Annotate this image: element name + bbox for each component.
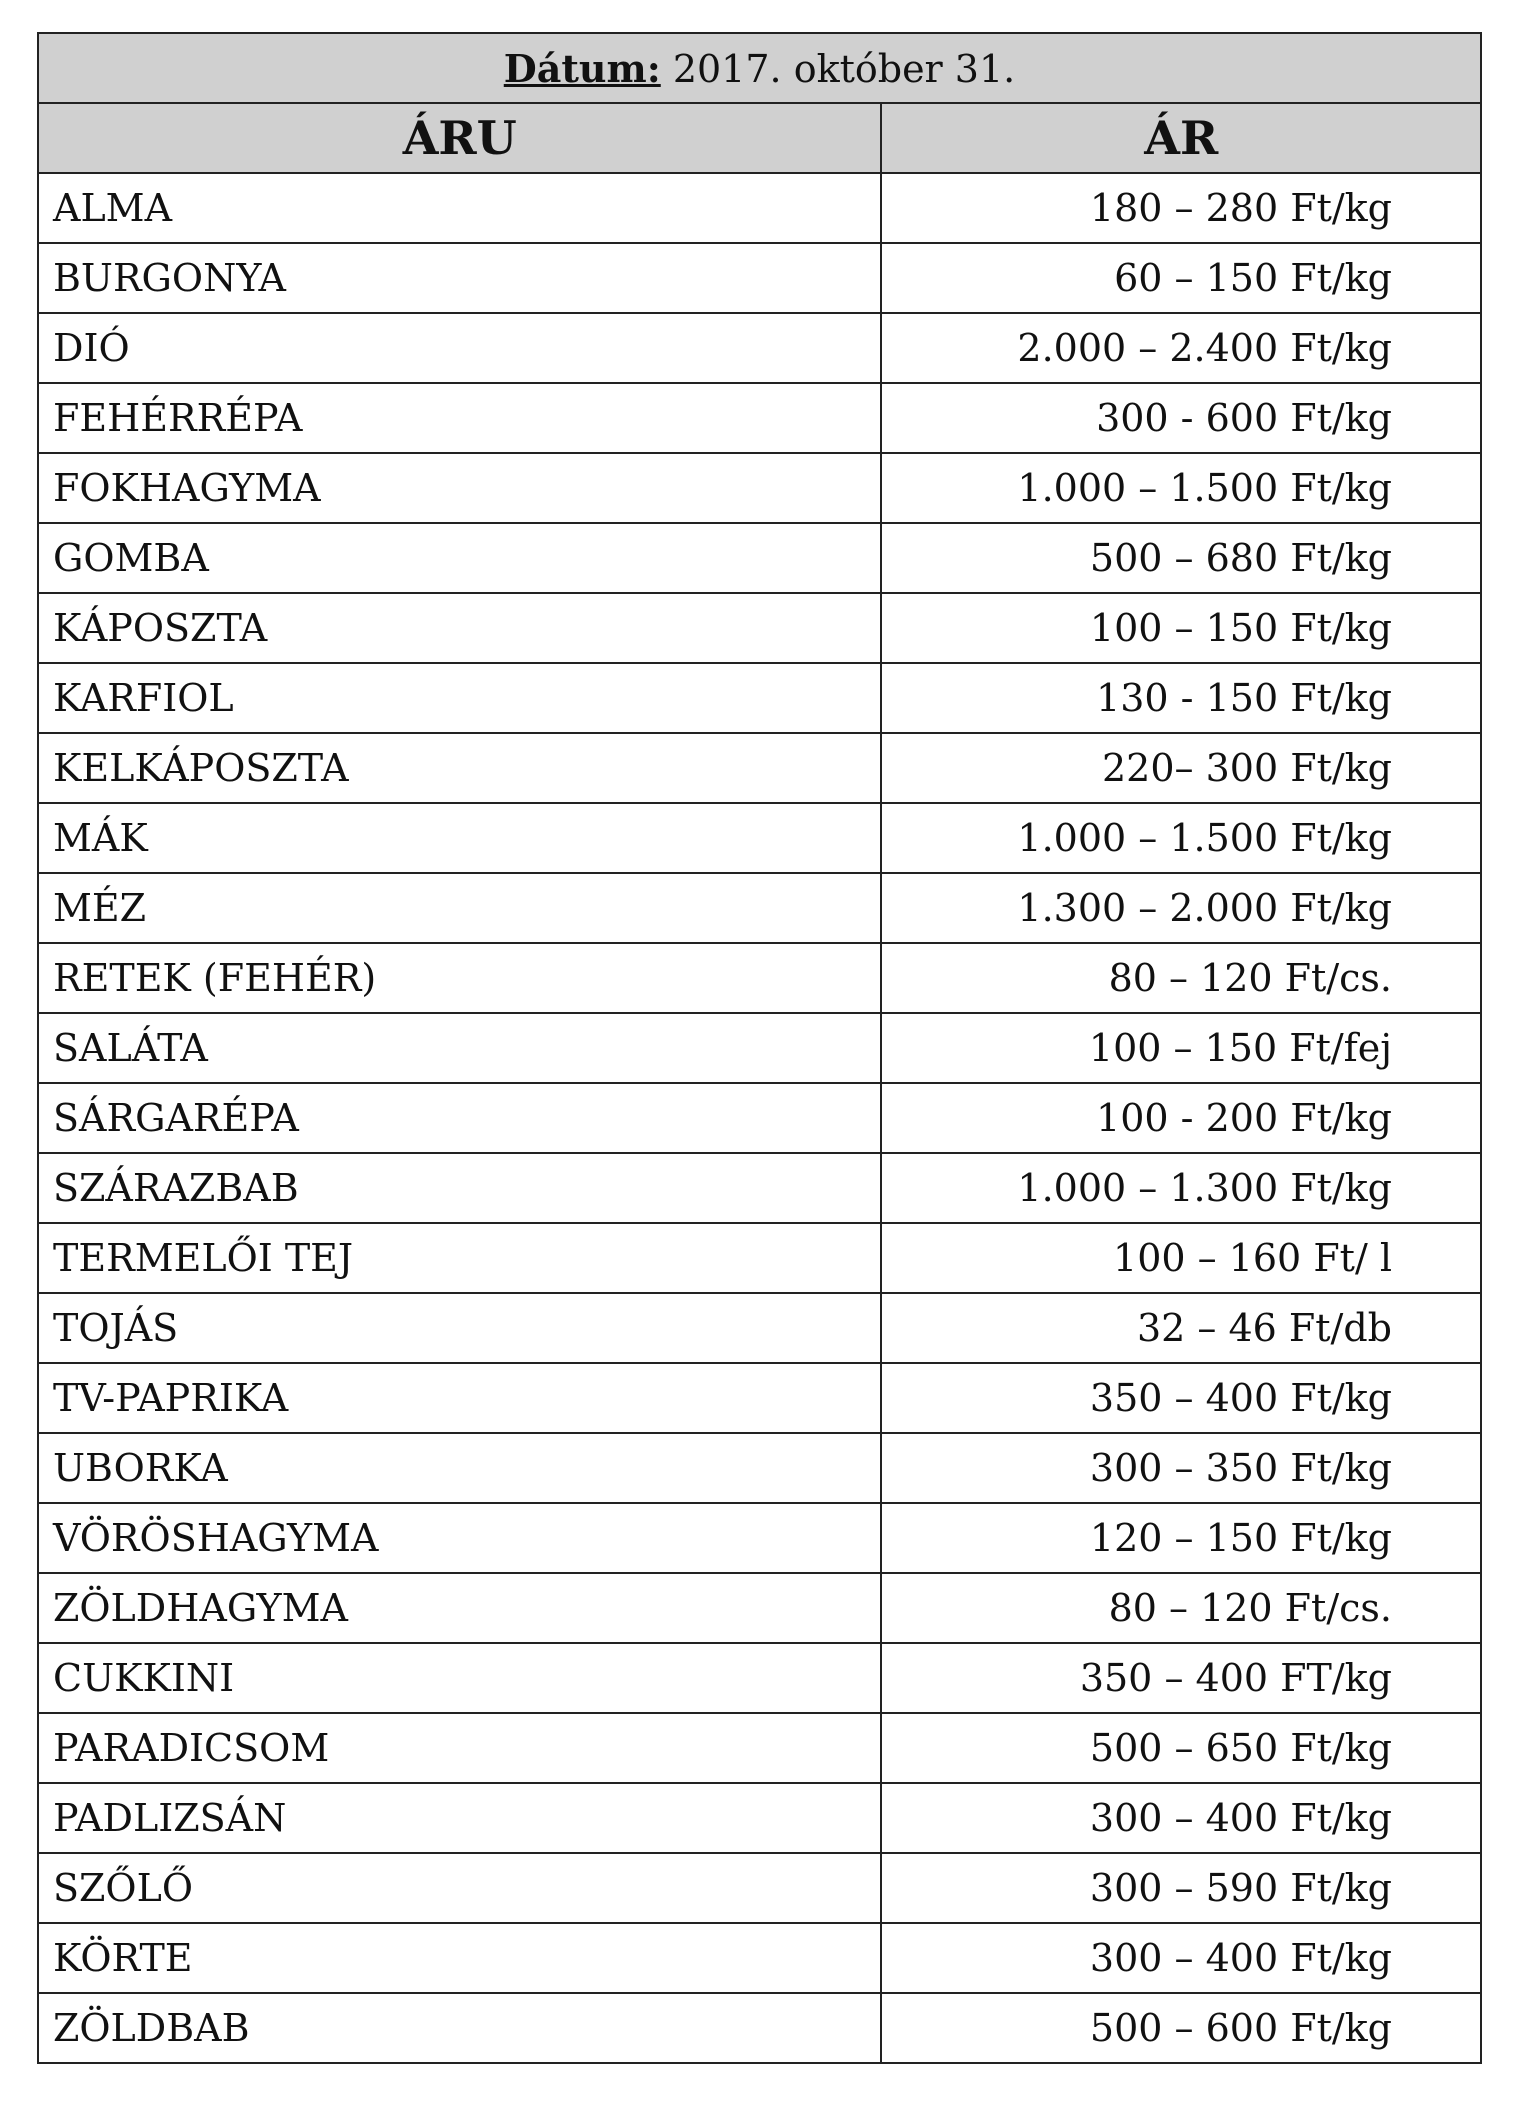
table-row [38,593,1481,663]
table-row [38,1083,1481,1153]
item-price-cell: 100 – 150 Ft/fej [881,1013,1481,1083]
table-row [38,1713,1481,1783]
date-cell [38,33,1481,103]
table-row [38,943,1481,1013]
table-row [38,803,1481,873]
item-price-cell: 300 – 400 Ft/kg [881,1923,1481,1993]
table-row [38,453,1481,523]
item-name-cell: KÁPOSZTA [38,593,881,663]
table-row [38,1013,1481,1083]
item-name-cell: UBORKA [38,1433,881,1503]
item-name-cell: VÖRÖSHAGYMA [38,1503,881,1573]
item-price-cell: 60 – 150 Ft/kg [881,243,1481,313]
item-name-cell: ZÖLDBAB [38,1993,881,2063]
item-price-cell: 300 - 600 Ft/kg [881,383,1481,453]
item-price-cell: 500 – 600 Ft/kg [881,1993,1481,2063]
item-name-cell: PADLIZSÁN [38,1783,881,1853]
table-row [38,1643,1481,1713]
item-name-cell: FEHÉRRÉPA [38,383,881,453]
item-name-cell: FOKHAGYMA [38,453,881,523]
table-row [38,1153,1481,1223]
item-name-cell: KARFIOL [38,663,881,733]
column-header-item: ÁRU [38,103,881,173]
item-price-cell: 100 - 200 Ft/kg [881,1083,1481,1153]
item-price-cell: 80 – 120 Ft/cs. [881,1573,1481,1643]
item-name-cell: DIÓ [38,313,881,383]
item-price-cell: 350 – 400 FT/kg [881,1643,1481,1713]
item-name-cell: PARADICSOM [38,1713,881,1783]
item-price-cell: 180 – 280 Ft/kg [881,173,1481,243]
item-price-cell: 80 – 120 Ft/cs. [881,943,1481,1013]
item-name-cell: ALMA [38,173,881,243]
item-name-cell: SALÁTA [38,1013,881,1083]
item-name-cell: GOMBA [38,523,881,593]
header-row [38,103,1481,173]
table-row [38,1783,1481,1853]
item-name-cell: RETEK (FEHÉR) [38,943,881,1013]
column-header-price: ÁR [881,103,1481,173]
item-price-cell: 1.000 – 1.500 Ft/kg [881,803,1481,873]
item-price-cell: 100 – 150 Ft/kg [881,593,1481,663]
date-value: 2017. október 31. [660,46,1016,91]
table-row [38,1573,1481,1643]
table-row [38,663,1481,733]
date-row [38,33,1481,103]
table-row [38,173,1481,243]
item-name-cell: CUKKINI [38,1643,881,1713]
item-name-cell: KELKÁPOSZTA [38,733,881,803]
item-price-cell: 500 – 650 Ft/kg [881,1713,1481,1783]
item-name-cell: SZŐLŐ [38,1853,881,1923]
table-row [38,313,1481,383]
item-price-cell: 1.300 – 2.000 Ft/kg [881,873,1481,943]
item-name-cell: BURGONYA [38,243,881,313]
table-row [38,383,1481,453]
item-price-cell: 1.000 – 1.500 Ft/kg [881,453,1481,523]
table-row [38,1993,1481,2063]
table-row [38,1433,1481,1503]
item-price-cell: 120 – 150 Ft/kg [881,1503,1481,1573]
table-row [38,243,1481,313]
table-row [38,1293,1481,1363]
table-row [38,1923,1481,1993]
item-name-cell: TERMELŐI TEJ [38,1223,881,1293]
item-price-cell: 500 – 680 Ft/kg [881,523,1481,593]
price-list-table [37,32,1482,2064]
item-price-cell: 220– 300 Ft/kg [881,733,1481,803]
item-name-cell: TV-PAPRIKA [38,1363,881,1433]
item-price-cell: 32 – 46 Ft/db [881,1293,1481,1363]
item-price-cell: 300 – 400 Ft/kg [881,1783,1481,1853]
table-row [38,1503,1481,1573]
table-row [38,1363,1481,1433]
item-price-cell: 130 - 150 Ft/kg [881,663,1481,733]
item-price-cell: 2.000 – 2.400 Ft/kg [881,313,1481,383]
item-name-cell: MÁK [38,803,881,873]
table-row [38,1223,1481,1293]
item-price-cell: 300 – 350 Ft/kg [881,1433,1481,1503]
date-label: Dátum: [503,45,661,91]
item-name-cell: TOJÁS [38,1293,881,1363]
item-price-cell: 350 – 400 Ft/kg [881,1363,1481,1433]
table-row [38,523,1481,593]
table-row [38,873,1481,943]
table-row [38,733,1481,803]
item-price-cell: 100 – 160 Ft/ l [881,1223,1481,1293]
item-name-cell: SZÁRAZBAB [38,1153,881,1223]
table-row [38,1853,1481,1923]
item-name-cell: KÖRTE [38,1923,881,1993]
item-name-cell: SÁRGARÉPA [38,1083,881,1153]
item-name-cell: ZÖLDHAGYMA [38,1573,881,1643]
item-price-cell: 1.000 – 1.300 Ft/kg [881,1153,1481,1223]
item-name-cell: MÉZ [38,873,881,943]
item-price-cell: 300 – 590 Ft/kg [881,1853,1481,1923]
